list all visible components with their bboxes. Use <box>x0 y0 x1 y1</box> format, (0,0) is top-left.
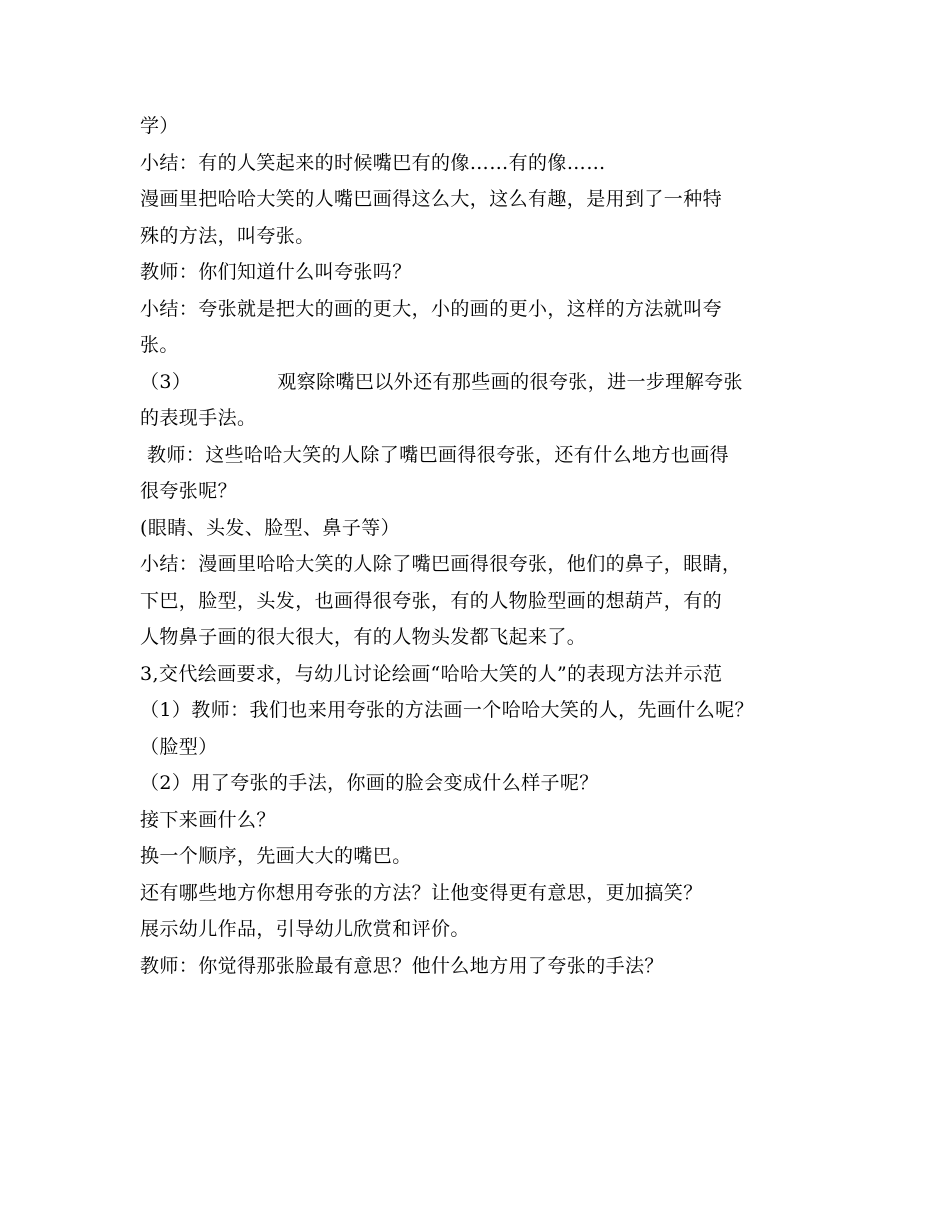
text-line: （2）用了夸张的手法，你画的脸会变成什么样子呢？ <box>140 772 599 794</box>
text-line: 教师：这些哈哈大笑的人除了嘴巴画得很夸张，还有什么地方也画得 <box>147 443 730 466</box>
text-line: 学） <box>140 115 179 137</box>
text-line: （脸型） <box>140 735 218 758</box>
text-line: 还有哪些地方你想用夸张的方法？让他变得更有意思，更加搞笑？ <box>140 881 703 904</box>
text-line: 接下来画什么？ <box>140 808 276 831</box>
text-line: 3,交代绘画要求，与幼儿讨论绘画“哈哈大笑的人”的表现方法并示范 <box>140 662 723 685</box>
text-line: 下巴，脸型，头发，也画得很夸张，有的人物脸型画的想葫芦，有的 <box>140 589 723 612</box>
section-heading-text: 观察除嘴巴以外还有那些画的很夸张，进一步理解夸张 <box>277 370 743 393</box>
text-line: 殊的方法，叫夸张。 <box>140 224 315 247</box>
text-line: 教师：你们知道什么叫夸张吗？ <box>140 261 412 283</box>
text-line: 小结：夸张就是把大的画的更大，小的画的更小，这样的方法就叫夸 <box>140 297 723 320</box>
text-line: 小结：漫画里哈哈大笑的人除了嘴巴画得很夸张，他们的鼻子，眼睛， <box>140 553 742 575</box>
text-line: 展示幼儿作品，引导幼儿欣赏和评价。 <box>140 918 470 940</box>
text-line: 漫画里把哈哈大笑的人嘴巴画得这么大，这么有趣，是用到了一种特 <box>140 188 723 210</box>
text-line: 小结：有的人笑起来的时候嘴巴有的像……有的像…… <box>140 151 606 174</box>
text-line: 的表现手法。 <box>140 407 257 429</box>
text-line: （1）教师：我们也来用夸张的方法画一个哈哈大笑的人，先画什么呢？ <box>140 699 754 721</box>
text-line: 很夸张呢？ <box>140 480 238 502</box>
text-line: 换一个顺序，先画大大的嘴巴。 <box>140 845 412 867</box>
text-line: 教师：你觉得那张脸最有意思？他什么地方用了夸张的手法？ <box>140 954 664 977</box>
text-line: 张。 <box>140 334 179 356</box>
text-line: 人物鼻子画的很大很大，有的人物头发都飞起来了。 <box>140 626 587 648</box>
section-heading-line <box>140 364 830 401</box>
section-number: （3） <box>140 370 192 393</box>
document-body <box>140 108 830 984</box>
text-line: (眼睛、头发、脸型、鼻子等） <box>140 516 401 539</box>
